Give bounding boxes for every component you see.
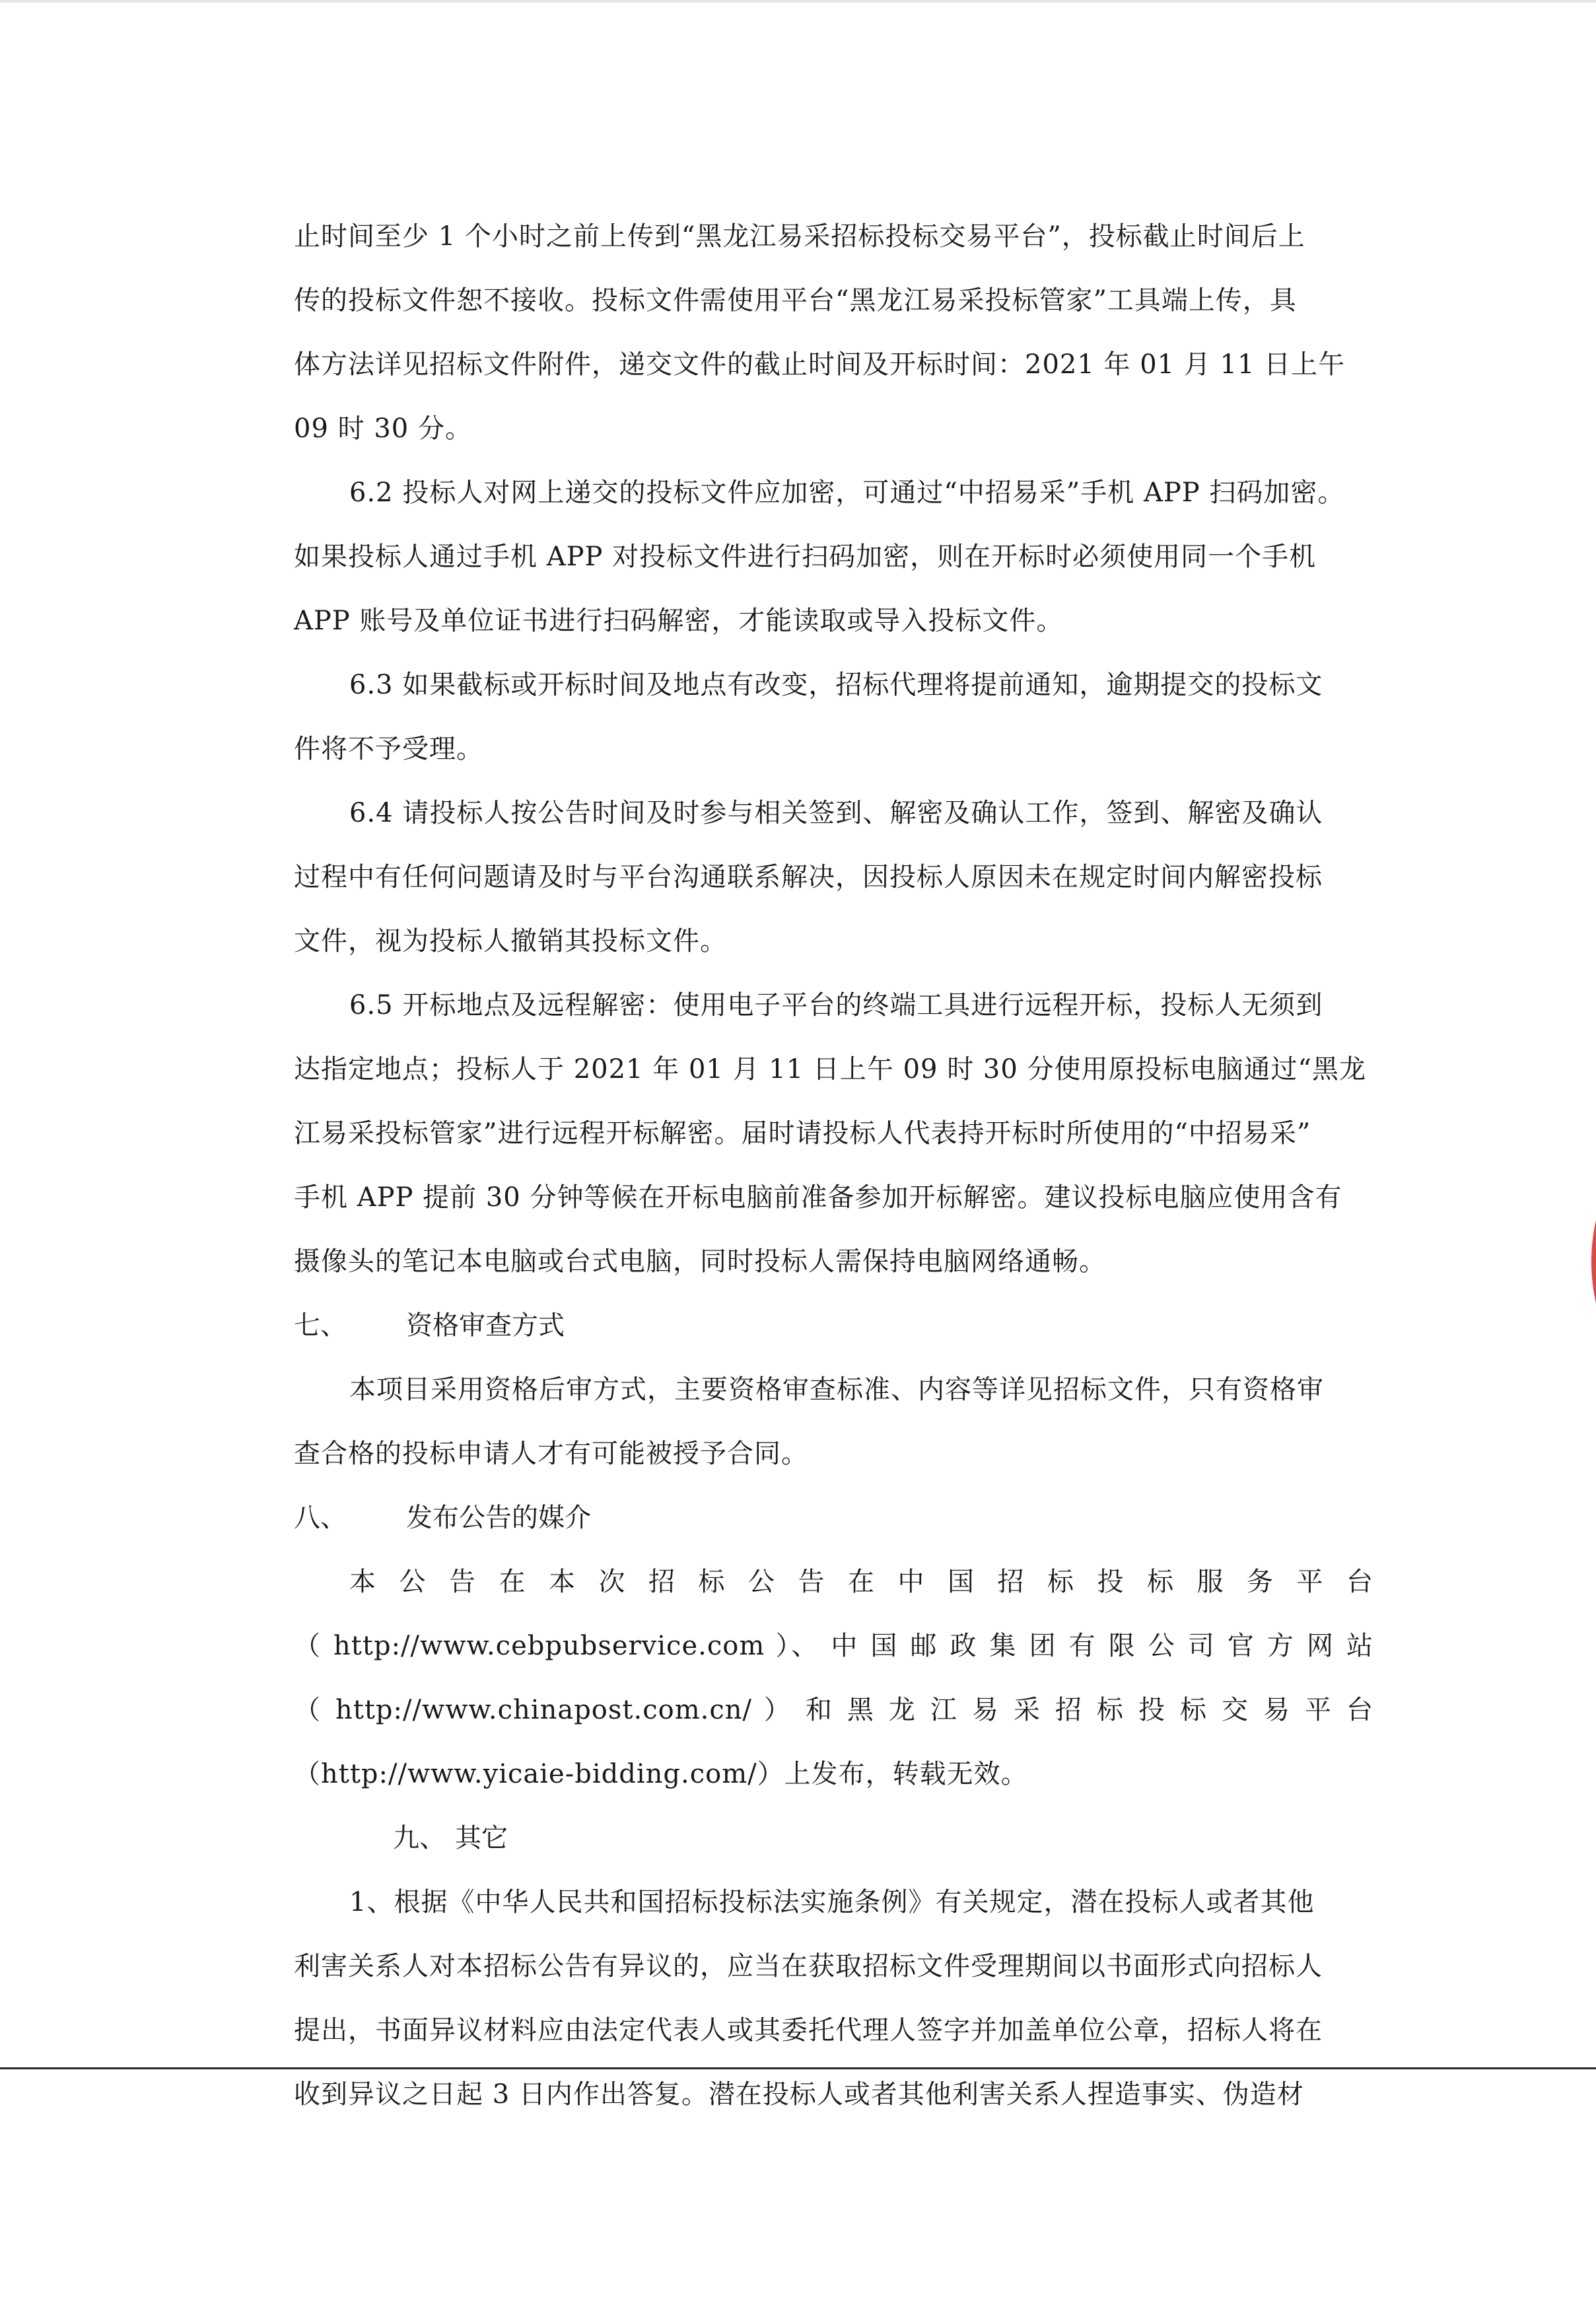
section-number: 九、 [393,1823,446,1853]
text-line: 如果投标人通过手机 APP 对投标文件进行扫码加密，则在开标时必须使用同一个手机 [294,542,1317,572]
paragraph-6-3 [294,653,1373,781]
text-line: 6.5 开标地点及远程解密：使用电子平台的终端工具进行远程开标，投标人无须到 [349,990,1323,1020]
section-title: 资格审查方式 [406,1310,565,1341]
text-line: 本项目采用资格后审方式，主要资格审查标准、内容等详见招标文件，只有资格审 [349,1374,1324,1405]
text-line: 件将不予受理。 [294,734,483,764]
text-line: 收到异议之日起 3 日内作出答复。潜在投标人或者其他利害关系人捏造事实、伪造材 [294,2079,1304,2110]
text-line: 本 公 告 在 本 次 招 标 公 告 在 中 国 招 标 投 标 服 务 平 台 [349,1567,1373,1597]
paragraph-6-2 [294,461,1373,653]
text-line: 体方法详见招标文件附件，递交文件的截止时间及开标时间：2021 年 01 月 11 日上午 [294,349,1346,380]
paragraph-6-4 [294,781,1373,974]
text-line: 1、根据《中华人民共和国招标投标法实施条例》有关规定，潜在投标人或者其他 [349,1887,1315,1917]
scan-top-edge [0,0,1596,3]
paragraph-6-1-continued [294,205,1373,461]
section-number: 八、 [294,1503,347,1533]
scan-horizontal-line [0,2067,1596,2069]
text-line: （ http://www.chinapost.com.cn/ ） 和 黑 龙 江 易 采 招 标 投 标 交 易 平 台 [294,1695,1374,1725]
text-line: （http://www.yicaie-bidding.com/）上发布，转载无效。 [294,1759,1028,1789]
text-line: APP 账号及单位证书进行扫码解密，才能读取或导入投标文件。 [294,606,1064,636]
paragraph-9-1 [294,1871,1373,2127]
text-line: 摄像头的笔记本电脑或台式电脑，同时投标人需保持电脑网络通畅。 [294,1246,1106,1277]
red-seal-stamp [1539,1123,1596,1400]
text-line: 止时间至少 1 个小时之前上传到“黑龙江易采招标投标交易平台”，投标截止时间后上 [294,221,1305,252]
text-line: 查合格的投标申请人才有可能被授予合同。 [294,1439,808,1469]
paragraph-6-5 [294,974,1373,1294]
text-line: 提出，书面异议材料应由法定代表人或其委托代理人签字并加盖单位公章，招标人将在 [294,2015,1323,2046]
paragraph-8 [294,1550,1373,1806]
text-line: （ http://www.cebpubservice.com ）、 中 国 邮 政 集 团 有 限 公 司 官 方 网 站 [294,1631,1373,1661]
section-heading-9 [294,1806,1373,1871]
paragraph-7 [294,1358,1373,1486]
text-line: 传的投标文件恕不接收。投标文件需使用平台“黑龙江易采投标管家”工具端上传，具 [294,285,1297,316]
text-line: 6.3 如果截标或开标时间及地点有改变，招标代理将提前通知，逾期提交的投标文 [349,670,1323,700]
text-line: 6.2 投标人对网上递交的投标文件应加密，可通过“中招易采”手机 APP 扫码加密。 [349,478,1345,508]
section-title: 其它 [455,1823,508,1853]
text-line: 达指定地点；投标人于 2021 年 01 月 11 日上午 09 时 30 分使用原投标电脑通过“黑龙 [294,1054,1366,1085]
text-line: 利害关系人对本招标公告有异议的，应当在获取招标文件受理期间以书面形式向招标人 [294,1951,1323,1981]
text-line: 江易采投标管家”进行远程开标解密。届时请投标人代表持开标时所使用的“中招易采” [294,1118,1311,1149]
section-title: 发布公告的媒介 [406,1503,591,1533]
section-heading-7 [294,1294,1373,1358]
text-line: 09 时 30 分。 [294,413,472,444]
text-line: 6.4 请投标人按公告时间及时参与相关签到、解密及确认工作，签到、解密及确认 [349,798,1323,828]
text-line: 手机 APP 提前 30 分钟等候在开标电脑前准备参加开标解密。建议投标电脑应使用含有 [294,1182,1342,1213]
document-body [294,205,1373,2127]
text-line: 过程中有任何问题请及时与平台沟通联系解决，因投标人原因未在规定时间内解密投标 [294,862,1323,892]
section-heading-8 [294,1486,1373,1550]
section-number: 七、 [294,1310,347,1341]
text-line: 文件，视为投标人撤销其投标文件。 [294,926,727,956]
